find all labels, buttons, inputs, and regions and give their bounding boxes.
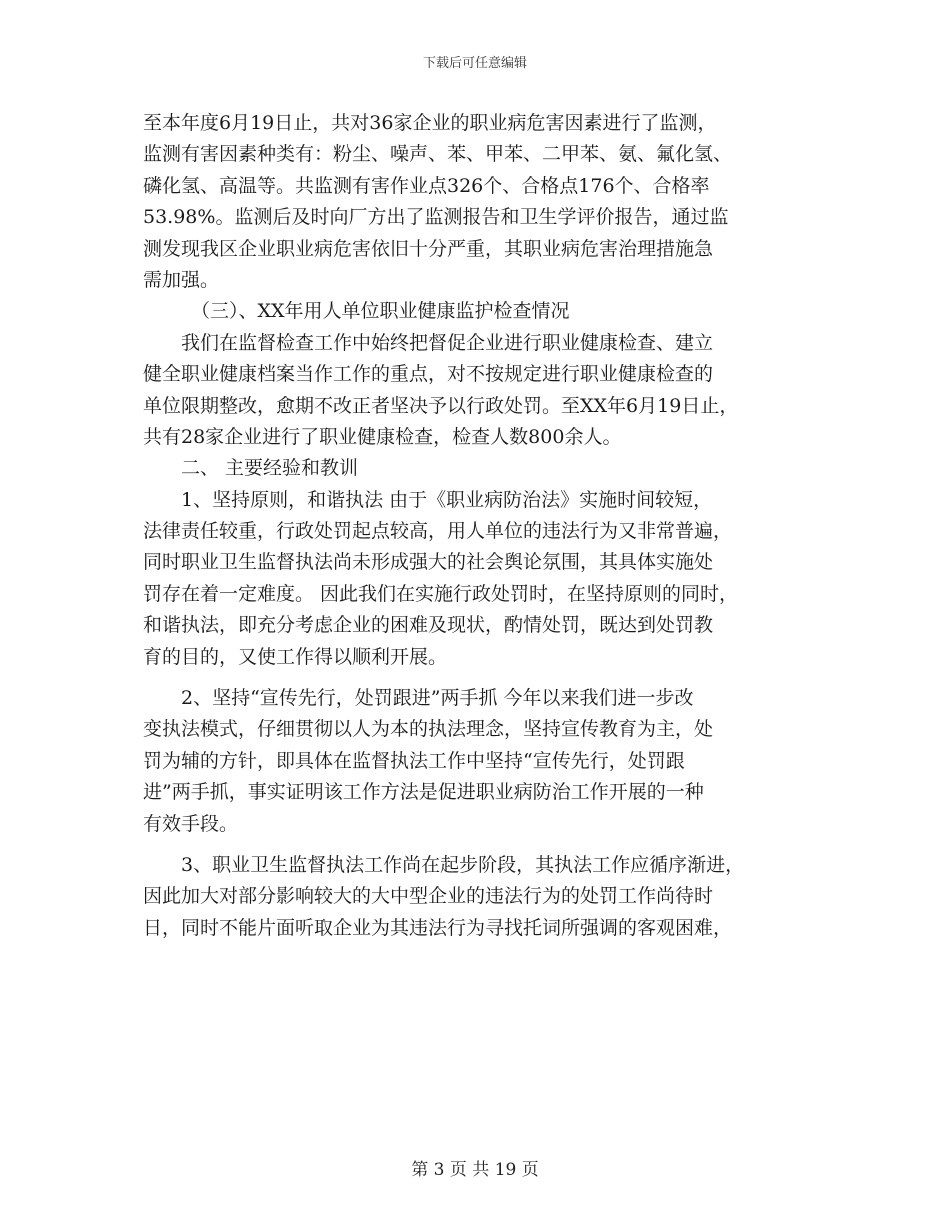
- text-line: 罚为辅的方针，即具体在监督执法工作中坚持“宣传先行，处罚跟: [143, 749, 685, 772]
- text-line: 和谐执法，即充分考虑企业的困难及现状，酌情处罚，既达到处罚教: [143, 614, 714, 637]
- text-line: 有效手段。: [143, 812, 239, 835]
- text-line: 需加强。: [143, 268, 220, 291]
- text-line: 磷化氢、高温等。共监测有害作业点326个、合格点176个、合格率: [143, 174, 710, 197]
- text-line: 3、职业卫生监督执法工作尚在起步阶段，其执法工作应循序渐进，: [181, 853, 745, 876]
- text-line: 育的目的，又使工作得以顺利开展。: [143, 645, 448, 668]
- text-line: 监测有害因素种类有：粉尘、噪声、苯、甲苯、二甲苯、氨、氟化氢、: [143, 143, 733, 166]
- section-heading: 二、 主要经验和教训: [181, 457, 359, 480]
- text-line: 我们在监督检查工作中始终把督促企业进行职业健康检查、建立: [181, 331, 714, 354]
- text-line: 测发现我区企业职业病危害依旧十分严重，其职业病危害治理措施急: [143, 237, 714, 260]
- text-line: 同时职业卫生监督执法尚未形成强大的社会舆论氛围，其具体实施处: [143, 551, 714, 574]
- text-line: 53.98%。监测后及时向厂方出了监测报告和卫生学评价报告，通过监: [143, 206, 729, 229]
- text-line: 变执法模式，仔细贯彻以人为本的执法理念，坚持宣传教育为主，处: [143, 718, 714, 741]
- text-line: 单位限期整改，愈期不改正者坚决予以行政处罚。至XX年6月19日止，: [143, 394, 739, 417]
- text-line: 日，同时不能片面听取企业为其违法行为寻找托词所强调的客观困难，: [143, 916, 733, 939]
- text-line: 进”两手抓，事实证明该工作方法是促进职业病防治工作开展的一种: [143, 781, 704, 804]
- text-line: 共有28家企业进行了职业健康检查，检查人数800余人。: [143, 425, 622, 448]
- text-line: 健全职业健康档案当作工作的重点，对不按规定进行职业健康检查的: [143, 363, 714, 386]
- text-line: 2、坚持“宣传先行，处罚跟进”两手抓 今年以来我们进一步改: [181, 687, 694, 710]
- text-line: 罚存在着一定难度。 因此我们在实施行政处罚时，在坚持原则的同时，: [143, 582, 739, 605]
- text-line: 1、坚持原则，和谐执法 由于《职业病防治法》实施时间较短，: [181, 488, 713, 511]
- document-body: [143, 108, 823, 944]
- section-heading: （三）、XX年用人单位职业健康监护检查情况: [191, 300, 570, 323]
- text-line: 至本年度6月19日止，共对36家企业的职业病危害因素进行了监测，: [143, 112, 717, 134]
- text-line: 法律责任较重，行政处罚起点较高，用人单位的违法行为又非常普遍，: [143, 520, 733, 543]
- text-line: 因此加大对部分影响较大的大中型企业的违法行为的处罚工作尚待时: [143, 885, 714, 908]
- header-note: 下载后可任意编辑: [422, 56, 527, 71]
- page-number: 第 3 页 共 19 页: [411, 1160, 539, 1180]
